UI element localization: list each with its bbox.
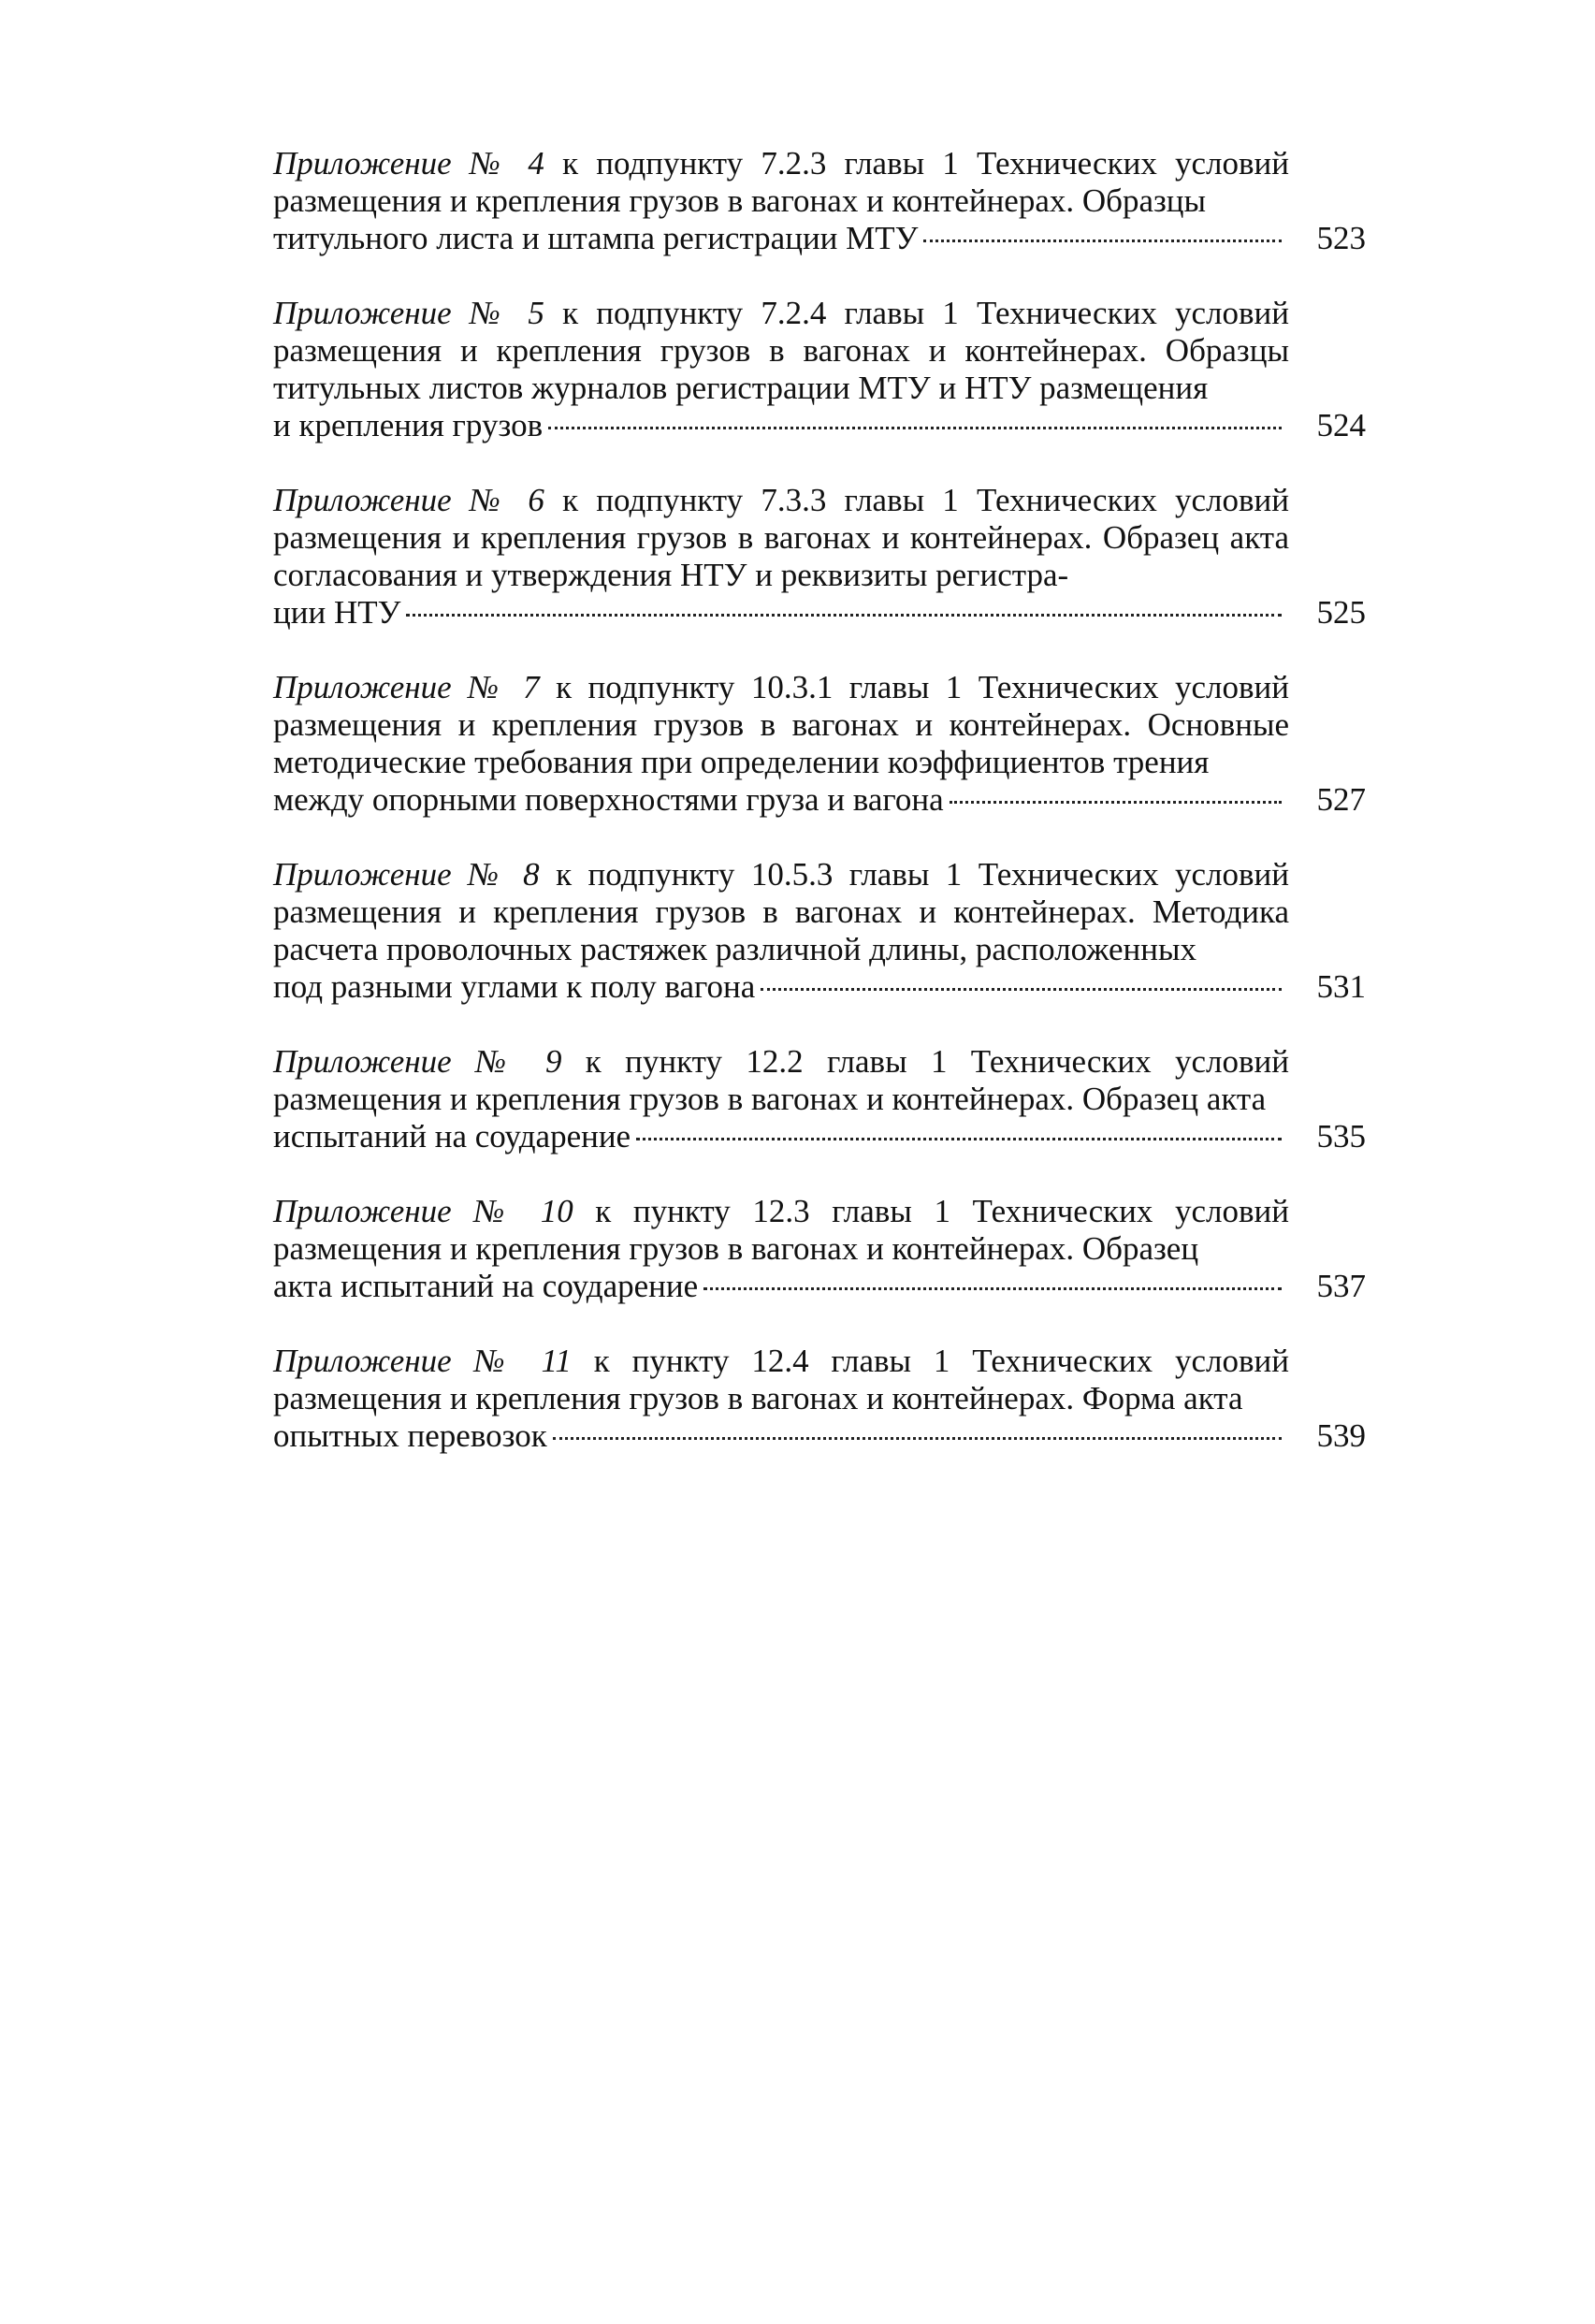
toc-entry-last-line-text: титульного листа и штампа регистрации МТУ [273,220,919,256]
toc-entry-text [273,482,1289,594]
toc-entry-text [273,1193,1289,1268]
toc-entry-last-line-text: акта испытаний на соударение [273,1268,699,1304]
toc-entry-prefix: Приложение № 6 [273,482,544,518]
dot-leader [703,1287,1282,1290]
dot-leader [548,427,1282,429]
toc-entry-body: к подпункту 7.3.3 главы 1 Технических условий размещения и крепления грузов в вагонах и контейнерах. Образец акта согласования и утверждения НТУ и реквизиты регистра- [273,482,1289,593]
toc-page-number: 525 [1316,594,1366,631]
toc-entry-appendix-4[interactable] [273,145,1366,257]
dot-leader [761,988,1282,991]
toc-entry-text [273,1343,1289,1417]
table-of-contents [273,145,1366,1455]
toc-entry-text [273,856,1289,968]
toc-entry-last-line [273,1118,1289,1155]
toc-entry-last-line [273,1268,1289,1305]
toc-entry-body: к подпункту 7.2.4 главы 1 Технических условий размещения и крепления грузов в вагонах и контейнерах. Образцы титульных листов журналов регистрации МТУ и НТУ размещения [273,295,1289,406]
toc-entry-last-line-text: и крепления грузов [273,407,544,443]
toc-entry-appendix-6[interactable] [273,482,1366,632]
toc-entry-body: к подпункту 10.3.1 главы 1 Технических условий размещения и крепления грузов в вагонах и контейнерах. Основные методические требования при определении коэффициентов трения [273,669,1289,780]
toc-entry-prefix: Приложение № 7 [273,669,540,705]
toc-entry-prefix: Приложение № 4 [273,145,544,182]
toc-entry-body: к пункту 12.4 главы 1 Технических условий размещения и крепления грузов в вагонах и контейнерах. Форма акта [273,1343,1289,1416]
dot-leader [406,614,1282,617]
toc-entry-text [273,1043,1289,1118]
toc-entry-prefix: Приложение № 5 [273,295,544,331]
toc-entry-body: к пункту 12.3 главы 1 Технических условий размещения и крепления грузов в вагонах и контейнерах. Образец [273,1193,1290,1267]
toc-page-number: 539 [1316,1417,1366,1454]
toc-entry-body: к подпункту 10.5.3 главы 1 Технических условий размещения и крепления грузов в вагонах и контейнерах. Методика расчета проволочных растяжек различной длины, расположенных [273,856,1289,967]
toc-entry-last-line-text: испытаний на соударение [273,1118,631,1155]
dot-leader [923,240,1282,242]
toc-entry-appendix-11[interactable] [273,1343,1366,1455]
toc-entry-text [273,669,1289,781]
toc-entry-text [273,145,1289,220]
toc-entry-last-line [273,407,1289,444]
dot-leader [950,801,1282,804]
toc-entry-last-line [273,594,1289,632]
toc-page-number: 535 [1316,1118,1366,1155]
toc-entry-body: к подпункту 7.2.3 главы 1 Технических условий размещения и крепления грузов в вагонах и контейнерах. Образцы [273,145,1289,219]
toc-page-number: 524 [1316,407,1366,443]
toc-entry-last-line [273,1417,1289,1455]
toc-page-number: 531 [1316,968,1366,1005]
toc-entry-last-line-text: опытных перевозок [273,1417,547,1454]
toc-entry-last-line [273,781,1289,819]
toc-entry-prefix: Приложение № 9 [273,1043,562,1080]
toc-entry-appendix-5[interactable] [273,295,1366,444]
toc-entry-appendix-7[interactable] [273,669,1366,819]
toc-entry-prefix: Приложение № 10 [273,1193,573,1229]
toc-entry-last-line [273,968,1289,1006]
toc-page-number: 523 [1316,220,1366,256]
toc-entry-last-line [273,220,1289,257]
toc-entry-appendix-8[interactable] [273,856,1366,1006]
toc-entry-last-line-text: под разными углами к полу вагона [273,968,756,1005]
toc-entry-last-line-text: ции НТУ [273,594,401,631]
toc-page-number: 537 [1316,1268,1366,1304]
toc-entry-text [273,295,1289,407]
toc-entry-body: к пункту 12.2 главы 1 Технических условий размещения и крепления грузов в вагонах и контейнерах. Образец акта [273,1043,1290,1117]
toc-entry-appendix-10[interactable] [273,1193,1366,1305]
toc-entry-appendix-9[interactable] [273,1043,1366,1155]
toc-page-number: 527 [1316,781,1366,818]
toc-entry-prefix: Приложение № 11 [273,1343,572,1379]
toc-entry-last-line-text: между опорными поверхностями груза и вагона [273,781,944,818]
toc-entry-prefix: Приложение № 8 [273,856,540,893]
dot-leader [636,1138,1282,1140]
dot-leader [553,1437,1282,1440]
